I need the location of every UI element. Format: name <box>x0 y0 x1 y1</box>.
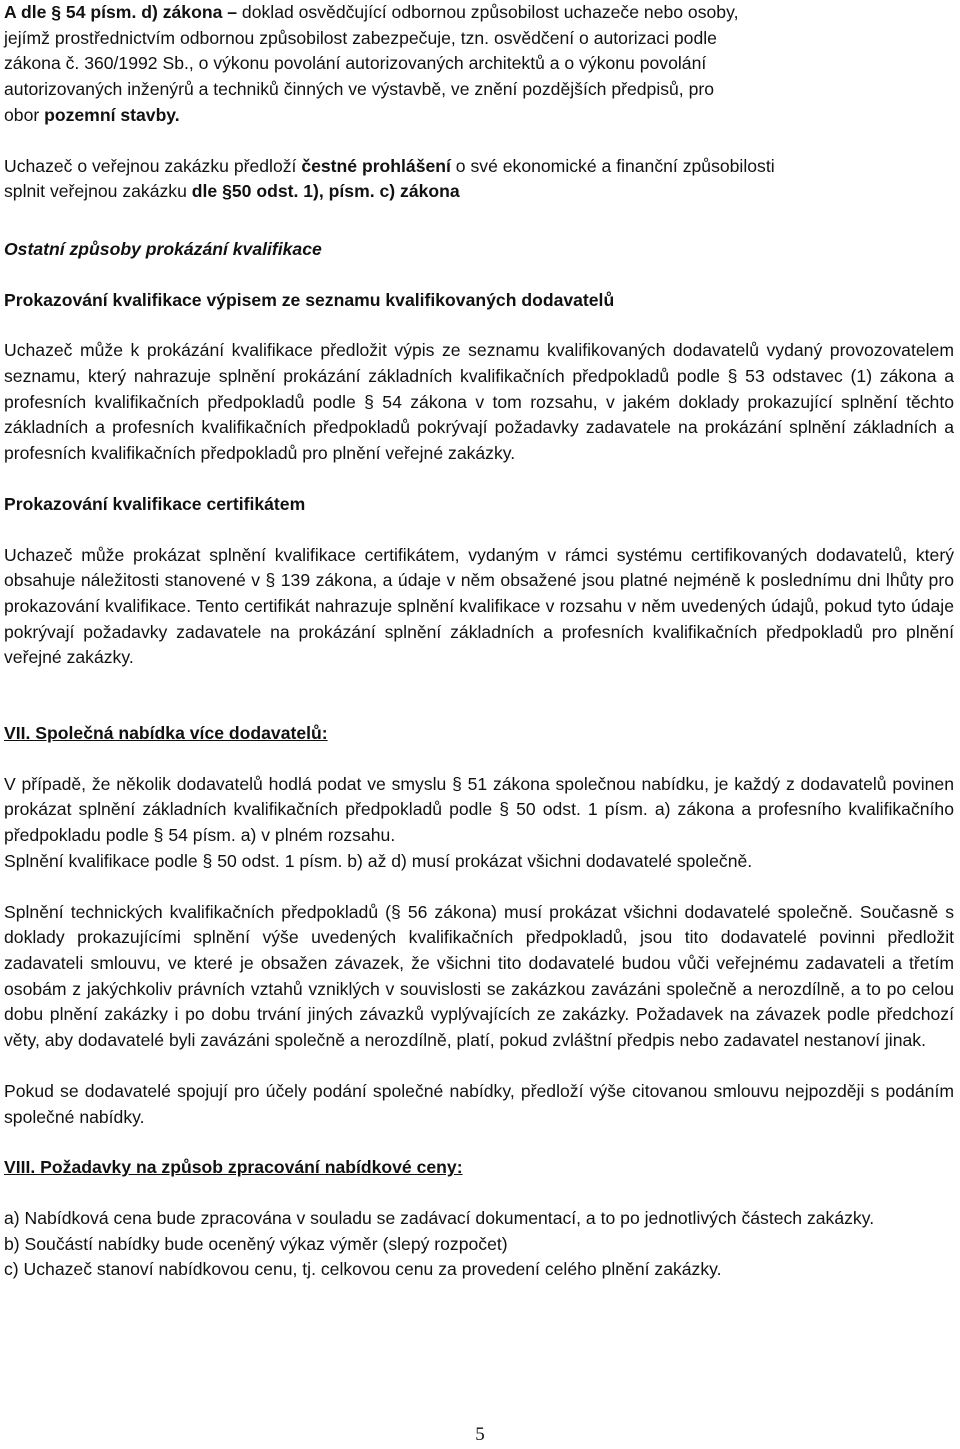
paragraph-professional-qualification <box>4 0 954 129</box>
list-item: b) Součástí nabídky bude oceněný výkaz výměr (slepý rozpočet) <box>4 1233 508 1254</box>
paragraph-contract: Pokud se dodavatelé spojují pro účely podání společné nabídky, předloží výše citovanou smlouvu nejpozději s podáním společné nabídky. <box>4 1080 954 1127</box>
paragraph-joint-offer-last: Splnění kvalifikace podle § 50 odst. 1 písm. b) až d) musí prokázat všichni dodavatelé společně. <box>4 850 753 871</box>
paragraph-financial-capability <box>4 154 954 205</box>
text-span: obor <box>4 104 45 125</box>
paragraph-certificate: Uchazeč může prokázat splnění kvalifikace certifikátem, vydaným v rámci systému certifikovaných dodavatelů, který obsahuje náležitosti stanovené v § 139 zákona, a údaje v něm obsažené jsou platné nejméně k poslednímu dni lhůty pro prokazování kvalifikace. Tento certifikát nahrazuje splnění kvalifikace v rozsahu v něm uvedených údajů, pokud tyto údaje pokrývají požadavky zadavatele na prokázání splnění základních a profesních kvalifikačních předpokladů pro plnění veřejné zakázky. <box>4 544 954 668</box>
text-span: zákona č. 360/1992 Sb., o výkonu povolání autorizovaných architektů a o výkonu povolání <box>4 53 707 74</box>
bold-span: čestné prohlášení <box>301 155 451 176</box>
heading-other-ways: Ostatní způsoby prokázání kvalifikace <box>4 238 322 259</box>
text-span: o své ekonomické a finanční způsobilosti <box>450 155 775 176</box>
paragraph-joint-offer: V případě, že několik dodavatelů hodlá podat ve smyslu § 51 zákona společnou nabídku, je každý z dodavatelů povinen prokázat splnění základních kvalifikačních předpokladů podle § 50 odst. 1 písm. a) zákona a profesního kvalifikačního předpokladu podle § 54 písm. a) v plném rozsahu. <box>4 773 954 846</box>
text-span: Uchazeč o veřejnou zakázku předloží <box>4 155 302 176</box>
paragraph-technical-qualification: Splnění technických kvalifikačních předpokladů (§ 56 zákona) musí prokázat všichni dodavatelé společně. Současně s doklady prokazujícími splnění výše uvedených kvalifikačních předpokladů, jsou tito dodavatelé povinni předložit zadavateli smlouvu, ve které je obsažen závazek, že všichni tito dodavatelé budou vůči veřejnému zadavateli a třetím osobám z jakýchkoliv právních vztahů vzniklých v souvislosti se zakázkou zavázáni společně a nerozdílně, a to po celou dobu plnění zakázky i po dobu trvání jiných závazků vyplývajících ze zakázky. Požadavek na závazek podle předchozí věty, aby dodavatelé byli zavázáni společně a nerozdílně, platí, pokud zvláštní předpis nebo zadavatel nestanoví jinak. <box>4 901 954 1051</box>
bold-span: pozemní stavby. <box>44 104 180 125</box>
bold-span: dle §50 odst. 1), písm. c) zákona <box>191 181 460 202</box>
heading-section-vii: VII. Společná nabídka více dodavatelů: <box>4 723 328 744</box>
text-span: splnit veřejnou zakázku <box>4 181 192 202</box>
heading-certificate: Prokazování kvalifikace certifikátem <box>4 493 306 514</box>
text-span: doklad osvědčující odbornou způsobilost uchazeče nebo osoby, <box>237 2 739 22</box>
page-number: 5 <box>475 1424 485 1445</box>
text-span: jejímž prostřednictvím odbornou způsobilost zabezpečuje, tzn. osvědčení o autorizaci podle <box>4 27 717 48</box>
list-item: a) Nabídková cena bude zpracována v souladu se zadávací dokumentací, a to po jednotlivých částech zakázky. <box>4 1207 875 1228</box>
bold-lead: A dle § 54 písm. d) zákona – <box>4 2 238 22</box>
list-item: c) Uchazeč stanoví nabídkovou cenu, tj. celkovou cenu za provedení celého plnění zakázky. <box>4 1259 722 1280</box>
text-span: autorizovaných inženýrů a techniků činných ve výstavbě, ve znění pozdějších předpisů, pro <box>4 79 715 100</box>
heading-supplier-list: Prokazování kvalifikace výpisem ze seznamu kvalifikovaných dodavatelů <box>4 289 615 310</box>
paragraph-supplier-list: Uchazeč může k prokázání kvalifikace předložit výpis ze seznamu kvalifikovaných dodavatelů vydaný provozovatelem seznamu, který nahrazuje splnění prokázání základních kvalifikačních předpokladů podle § 53 odstavec (1) zákona a profesních kvalifikačních předpokladů podle § 54 zákona v tom rozsahu, v jakém doklady prokazující splnění těchto základních a profesních kvalifikačních předpokladů pokrývají požadavky zadavatele na prokázání splnění základních a profesních kvalifikačních předpokladů pro plnění veřejné zakázky. <box>4 340 954 464</box>
heading-section-viii: VIII. Požadavky na způsob zpracování nabídkové ceny: <box>4 1157 463 1178</box>
